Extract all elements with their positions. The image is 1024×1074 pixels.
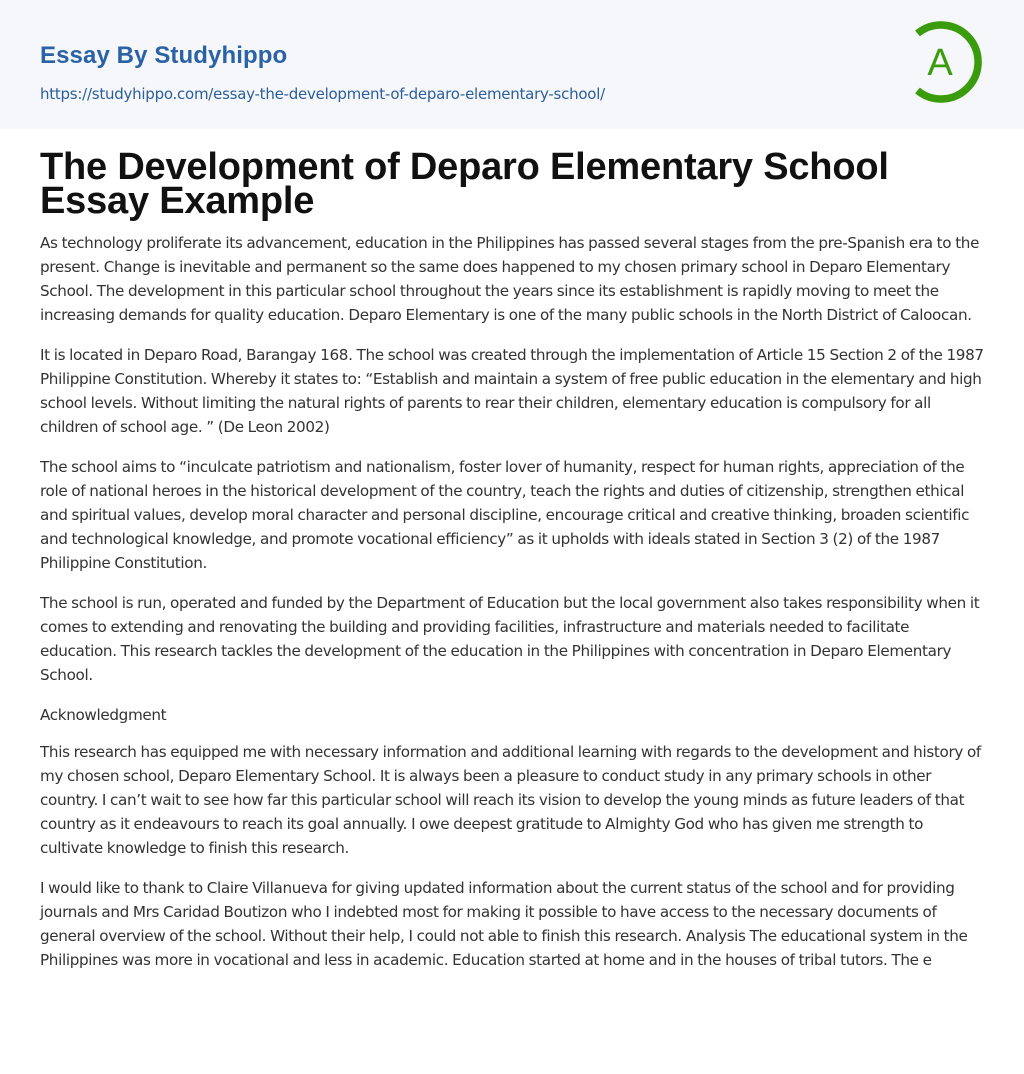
essay-paragraph-3: The school aims to “inculcate patriotism and nationalism, foster lover of humanity, respect for human rights, appreciation of the role of national heroes in the historical development of the country, teach the rights and duties of citizenship, strengthen ethical and spiritual values, develop moral character and personal discipline, encourage critical and creative thinking, broaden scientific and technological knowledge, and promote vocational efficiency” as it upholds with ideals stated in Section 3 (2) of the 1987 Philippine Constitution.: [40, 458, 970, 572]
site-header: [0, 0, 1024, 129]
essay-paragraph-4: The school is run, operated and funded by the Department of Education but the local government also takes responsibility when it comes to extending and renovating the building and providing facilities, infrastructure and materials needed to facilitate education. This research tackles the development of the education in the Philippines with concentration in Deparo Elementary School.: [40, 594, 980, 684]
acknowledgment-heading: Acknowledgment: [40, 706, 167, 724]
essay-paragraph-2: It is located in Deparo Road, Barangay 168. The school was created through the implementation of Article 15 Section 2 of the 1987 Philippine Constitution. Whereby it states to: “Establish and maintain a system of free public education in the elementary and high school levels. Without limiting the natural rights of parents to rear their children, elementary education is compulsory for all children of school age. ” (De Leon 2002): [40, 346, 984, 436]
essay-paragraph-1: As technology proliferate its advancement, education in the Philippines has passed several stages from the pre-Spanish era to the present. Change is inevitable and permanent so the same does happened to my chosen primary school in Deparo Elementary School. The development in this particular school throughout the years since its establishment is rapidly moving to meet the increasing demands for quality education. Deparo Elementary is one of the many public schools in the North District of Caloocan.: [40, 234, 980, 324]
brand-title: Essay By Studyhippo: [40, 42, 288, 69]
studyhippo-logo-icon[interactable]: [914, 19, 986, 105]
page-title: The Development of Deparo Elementary School Essay Example: [40, 146, 889, 222]
article-main: [0, 146, 1024, 972]
logo-letter: A: [927, 42, 953, 84]
essay-paragraph-6: I would like to thank to Claire Villanueva for giving updated information about the current status of the school and for providing journals and Mrs Caridad Boutizon who I indebted most for making it possible to have access to the necessary documents of general overview of the school. Without their help, I could not able to finish this research. Analysis The educational system in the Philippines was more in vocational and less in academic. Education started at home and in the houses of tribal tutors. The e: [40, 879, 968, 969]
source-url-link[interactable]: https://studyhippo.com/essay-the-development-of-deparo-elementary-school/: [40, 85, 605, 103]
essay-paragraph-5: This research has equipped me with necessary information and additional learning with regards to the development and history of my chosen school, Deparo Elementary School. It is always been a pleasure to conduct study in any primary schools in other country. I can’t wait to see how far this particular school will reach its vision to develop the young minds as future leaders of that country as it endeavours to reach its goal annually. I owe deepest gratitude to Almighty God who has given me strength to cultivate knowledge to finish this research.: [40, 743, 981, 857]
essay-body: [40, 231, 984, 972]
